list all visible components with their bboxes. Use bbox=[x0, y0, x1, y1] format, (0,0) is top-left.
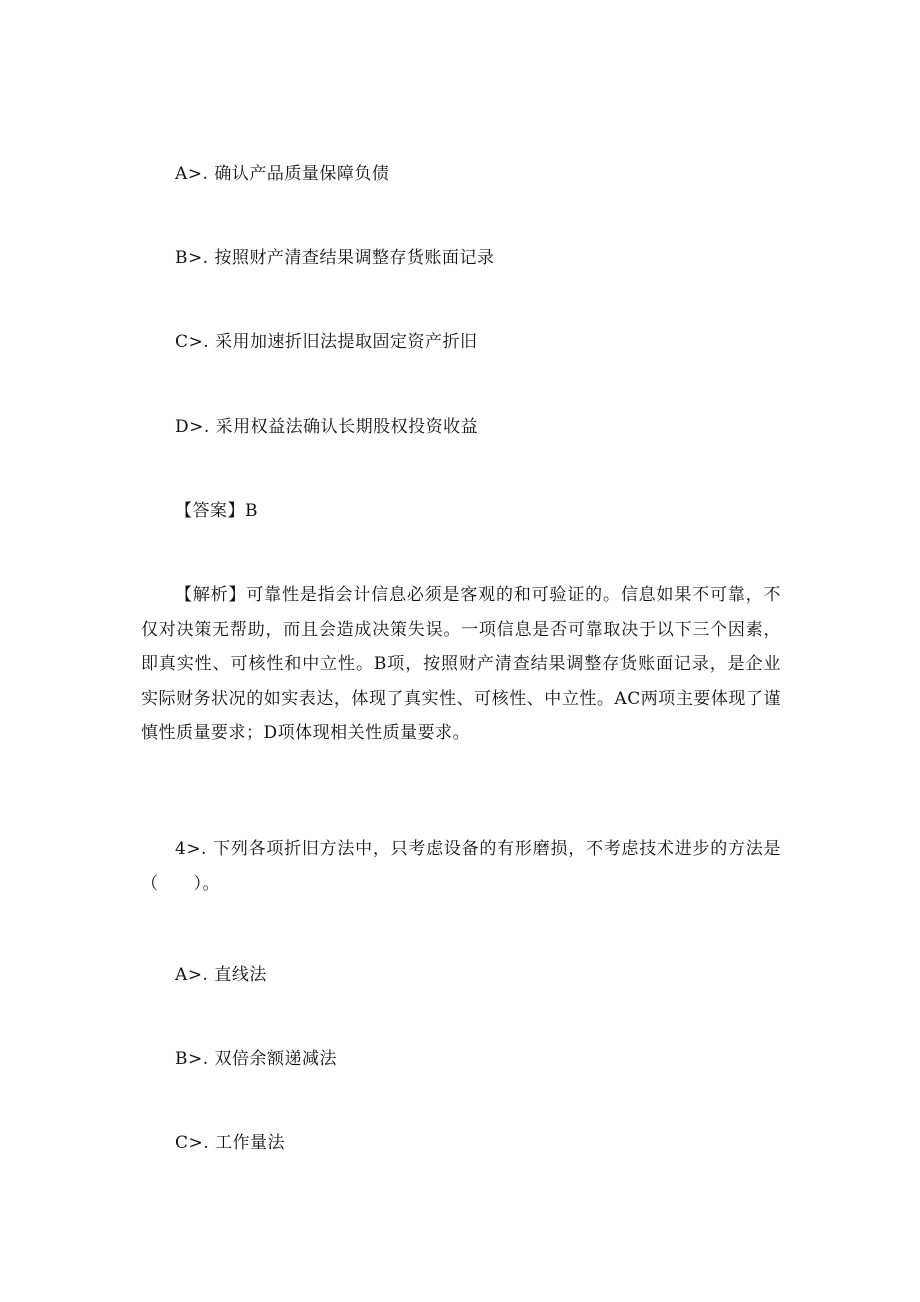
q3-option-b: B>. 按照财产清查结果调整存货账面记录 bbox=[175, 248, 495, 268]
q4-option-c: C>. 工作量法 bbox=[175, 1133, 286, 1153]
q3-option-c: C>. 采用加速折旧法提取固定资产折旧 bbox=[175, 332, 478, 352]
q3-analysis: 【解析】可靠性是指会计信息必须是客观的和可验证的。信息如果不可靠，不仅对决策无帮助，而且会造成决策失误。一项信息是否可靠取决于以下三个因素，即真实性、可核性和中立性。B项，按照财产清查结果调整存货账面记录，是企业实际财务状况的如实表达，体现了真实性、可核性、中立性。AC两项主要体现了谨慎性质量要求；D项体现相关性质量要求。 bbox=[141, 585, 781, 743]
q3-answer: 【答案】B bbox=[175, 501, 258, 521]
q3-option-a: A>. 确认产品质量保障负债 bbox=[175, 164, 390, 184]
q3-option-d: D>. 采用权益法确认长期股权投资收益 bbox=[175, 417, 479, 437]
q4-option-b: B>. 双倍余额递减法 bbox=[175, 1049, 338, 1069]
q4-question: 4>. 下列各项折旧方法中，只考虑设备的有形磨损，不考虑技术进步的方法是（ ）。 bbox=[141, 839, 781, 894]
q4-option-a: A>. 直线法 bbox=[175, 965, 267, 985]
